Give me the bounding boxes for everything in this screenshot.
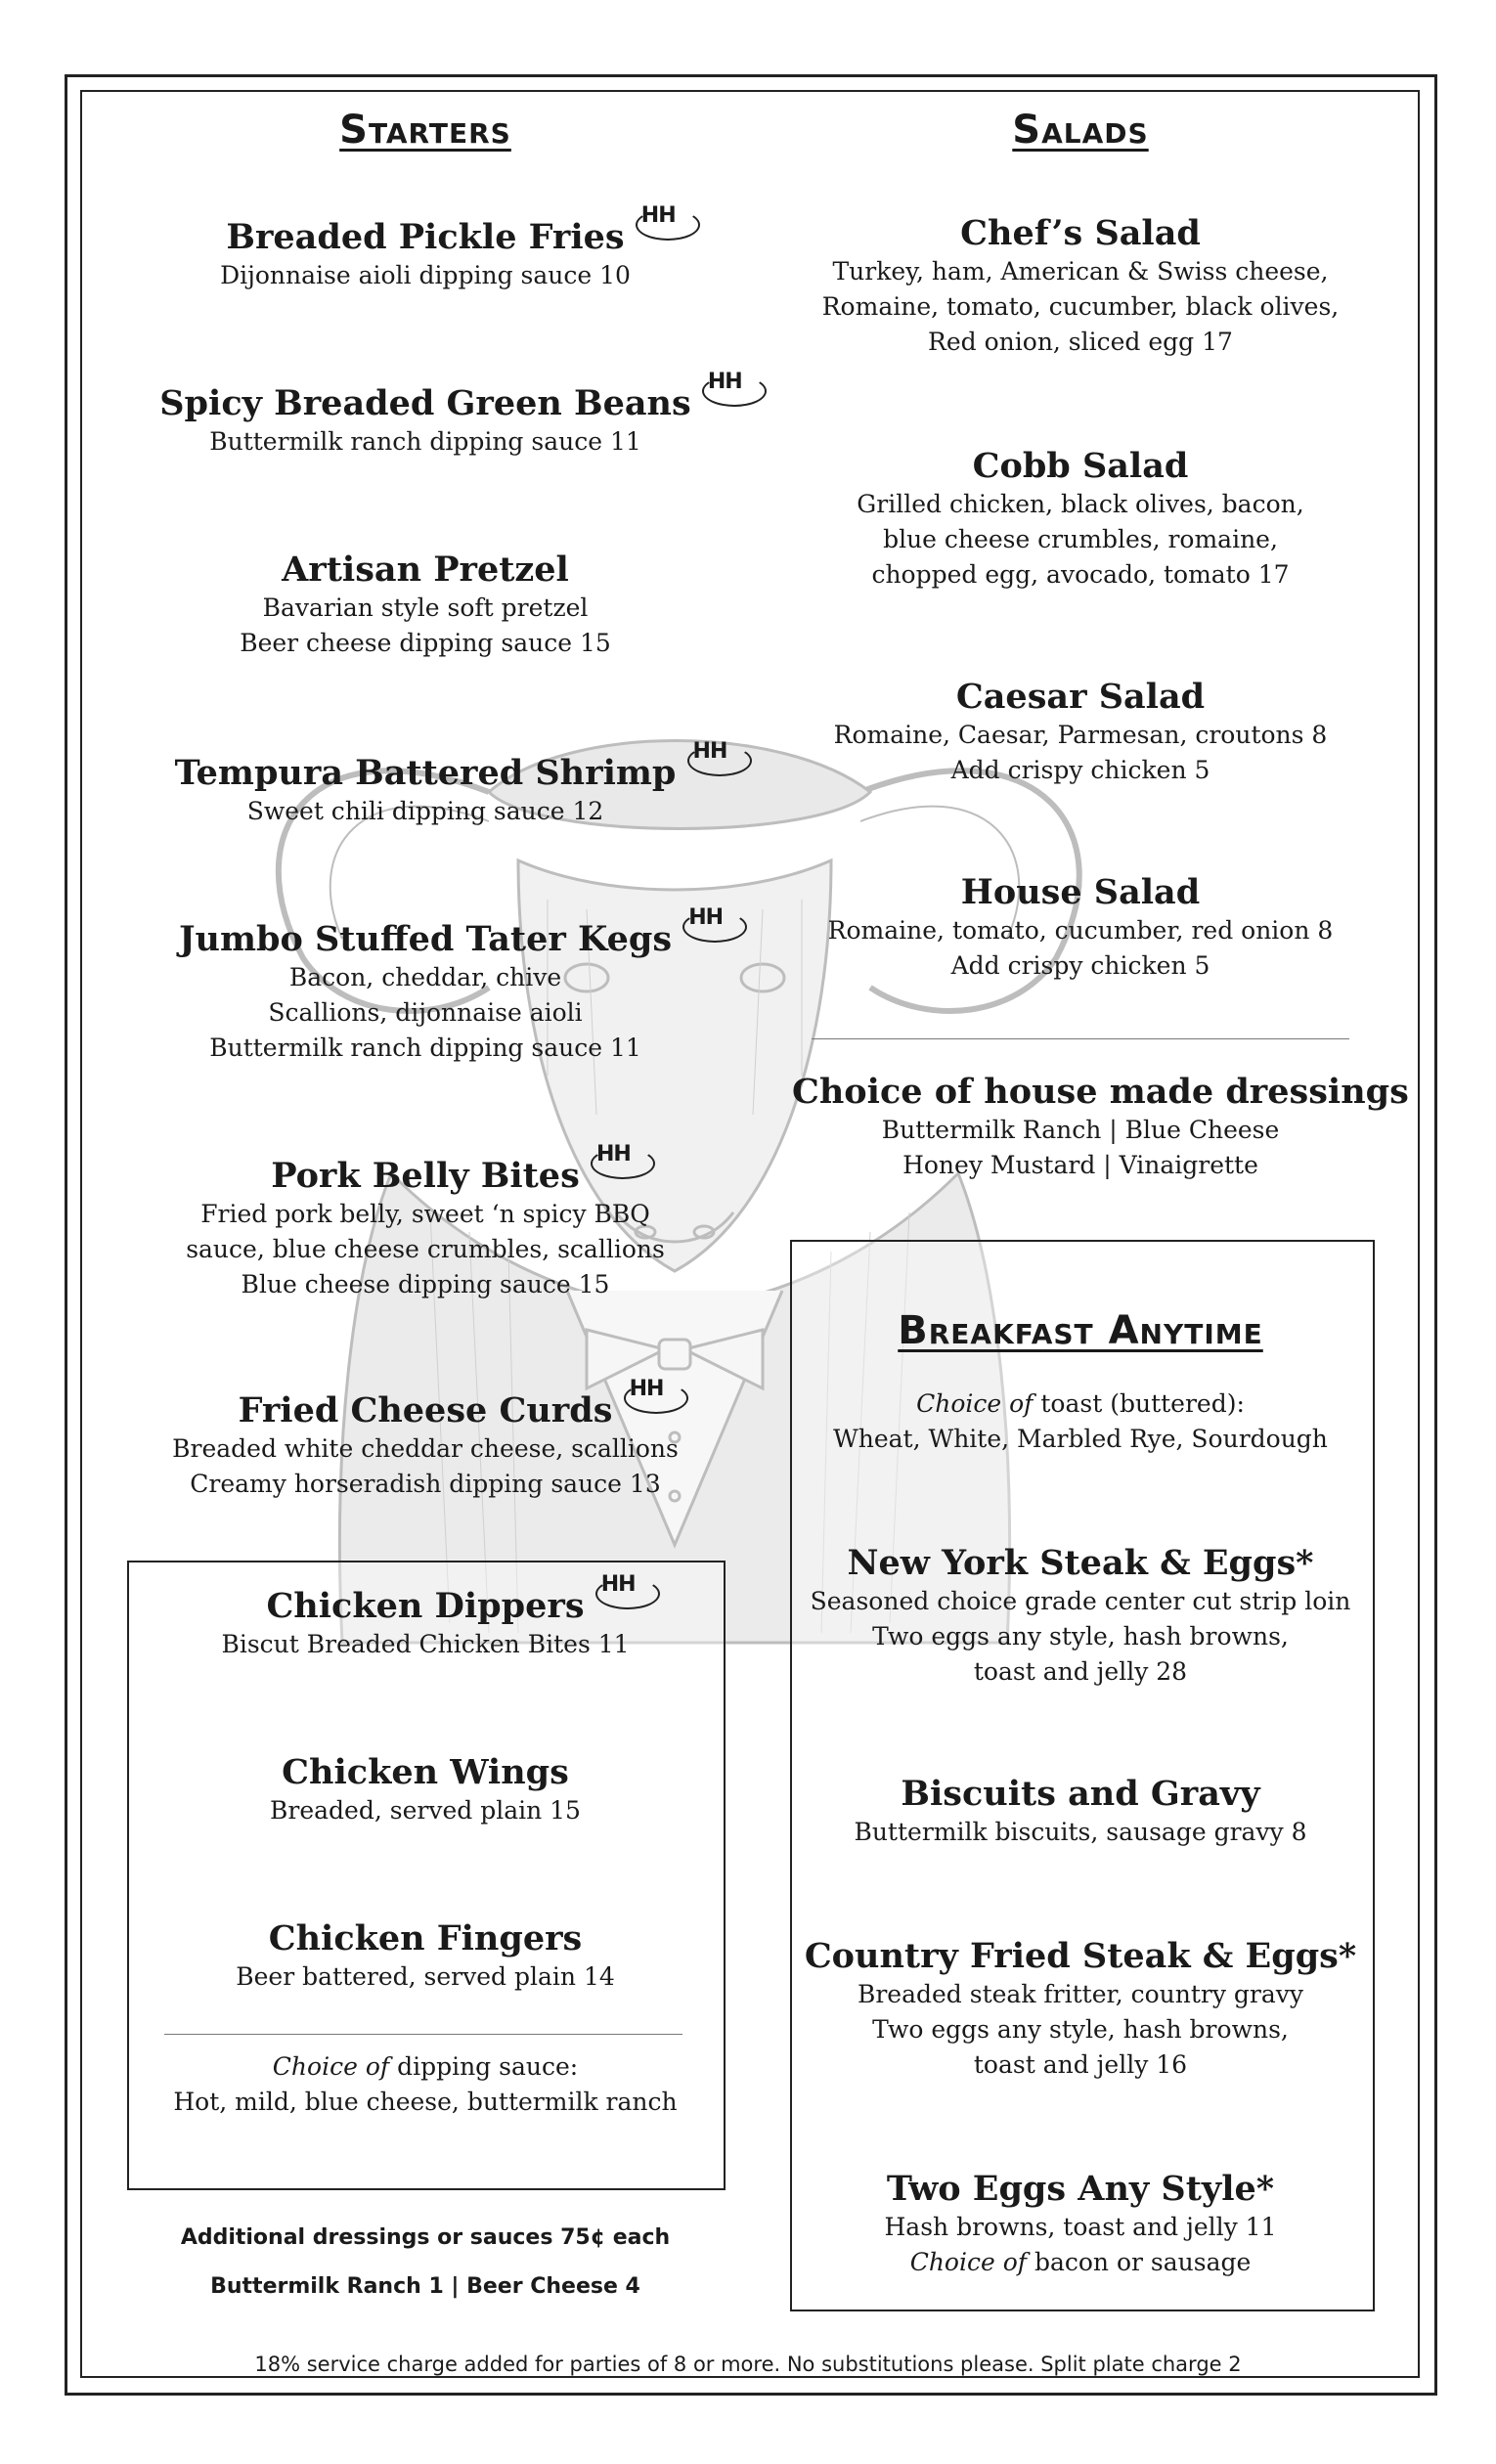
chicken-item (127, 1572, 724, 1662)
breakfast-item-name (901, 1774, 1259, 1815)
starters-item (147, 550, 704, 661)
happy-hour-badge (693, 731, 727, 772)
toast-options: Wheat, White, Marbled Rye, Sourdough (833, 1425, 1328, 1453)
breakfast-item-name-text: Two Eggs Any Style* (886, 2169, 1275, 2209)
starters-item-name (238, 1377, 664, 1431)
chicken-item (127, 1752, 724, 1828)
chicken-item-name (269, 1918, 583, 1959)
starters-item-name (174, 739, 727, 794)
breakfast-item (790, 1774, 1371, 1850)
breakfast-item-desc: toast and jelly 28 (973, 1657, 1188, 1686)
toast-choice-italic: Choice of (916, 1389, 1034, 1418)
salads-item-desc: Romaine, tomato, cucumber, black olives, (821, 292, 1340, 321)
chicken-item-desc: Breaded, served plain 15 (270, 1796, 581, 1825)
chicken-item-name-text: Chicken Wings (282, 1752, 569, 1792)
happy-hour-label: HH (707, 370, 742, 394)
starters-item (147, 203, 704, 293)
breakfast-item-desc: Breaded steak fritter, country gravy (857, 1980, 1304, 2008)
salads-item-name (956, 677, 1205, 718)
happy-hour-oval-icon (702, 375, 767, 407)
starters-item-desc: Bavarian style soft pretzel (262, 594, 589, 622)
breakfast-item-name-text: New York Steak & Eggs* (847, 1543, 1314, 1583)
choice-options: Hot, mild, blue cheese, buttermilk ranch (173, 2088, 678, 2116)
breakfast-item-name-text: Biscuits and Gravy (901, 1774, 1260, 1814)
starters-item-desc: Buttermilk ranch dipping sauce 11 (209, 427, 641, 456)
chicken-item-name-text: Chicken Dippers (266, 1586, 585, 1626)
starters-item (147, 1142, 704, 1302)
starters-item-desc: Scallions, dijonnaise aioli (268, 998, 583, 1027)
starters-item-desc: Breaded white cheddar cheese, scallions (172, 1434, 679, 1463)
happy-hour-badge (641, 196, 676, 237)
starters-item-desc: Buttermilk ranch dipping sauce 11 (209, 1034, 641, 1062)
starters-item-desc: Creamy horseradish dipping sauce 13 (190, 1470, 661, 1498)
starters-item-desc: sauce, blue cheese crumbles, scallions (186, 1235, 665, 1263)
salads-item-name (960, 213, 1201, 254)
breakfast-item-desc: Two eggs any style, hash browns, (872, 1622, 1289, 1650)
happy-hour-oval-icon (636, 209, 700, 241)
starters-item-name-text: Jumbo Stuffed Tater Kegs (178, 919, 673, 959)
happy-hour-oval-icon (682, 911, 747, 943)
starters-item-name-text: Breaded Pickle Fries (226, 217, 625, 257)
chicken-item-name-text: Chicken Fingers (268, 1918, 583, 1958)
salads-item-name-text: Cobb Salad (972, 446, 1189, 486)
happy-hour-badge (630, 1369, 664, 1410)
happy-hour-oval-icon (595, 1578, 660, 1609)
starters-item-desc: Sweet chili dipping sauce 12 (246, 797, 604, 825)
salads-divider (812, 1038, 1349, 1039)
starters-item-name-text: Tempura Battered Shrimp (174, 753, 677, 793)
breakfast-item (790, 1543, 1371, 1690)
breakfast-item-desc: Seasoned choice grade center cut strip loin (810, 1587, 1351, 1615)
happy-hour-label: HH (595, 1142, 631, 1166)
starters-item-name-text: Spicy Breaded Green Beans (159, 383, 691, 423)
starters-item-name (159, 370, 742, 424)
salads-item-desc: Grilled chicken, black olives, bacon, (857, 490, 1304, 518)
happy-hour-label: HH (692, 739, 727, 764)
salads-item (802, 677, 1359, 788)
starters-item (147, 905, 724, 1066)
happy-hour-badge (601, 1564, 636, 1606)
breakfast-item-name-text: Country Fried Steak & Eggs* (804, 1936, 1357, 1976)
breakfast-item (790, 1936, 1371, 2083)
starters-item-name (178, 905, 724, 960)
breakfast-item-name (805, 1936, 1356, 1977)
breakfast-item-desc: toast and jelly 16 (973, 2050, 1188, 2079)
starters-item-desc: Bacon, cheddar, chive (288, 963, 562, 991)
salads-item-desc: blue cheese crumbles, romaine, (883, 525, 1278, 553)
happy-hour-oval-icon (591, 1148, 655, 1179)
starters-item-name (226, 203, 676, 258)
starters-item-name-text: Fried Cheese Curds (238, 1390, 613, 1430)
starters-item (147, 370, 742, 460)
starters-item-name (282, 550, 569, 591)
salads-item-desc: Turkey, ham, American & Swiss cheese, (832, 257, 1329, 286)
breakfast-item-desc: Hash browns, toast and jelly 11 (884, 2213, 1277, 2241)
breakfast-side-choice (790, 2245, 1371, 2280)
happy-hour-oval-icon (624, 1383, 688, 1414)
salads-item-name (973, 446, 1189, 487)
chicken-item-name (266, 1572, 636, 1627)
choice-of-italic: Choice of (272, 2052, 390, 2081)
toast-choice-rest: toast (buttered): (1033, 1389, 1245, 1418)
salads-item-desc: Add crispy chicken 5 (950, 756, 1210, 784)
starters-item-desc: Beer cheese dipping sauce 15 (240, 629, 611, 657)
breakfast-item-desc: Buttermilk biscuits, sausage gravy 8 (854, 1818, 1307, 1846)
salads-item-name-text: House Salad (960, 872, 1201, 912)
salads-item-name-text: Chef’s Salad (960, 213, 1201, 253)
dressings-block (792, 1072, 1409, 1183)
happy-hour-badge (708, 362, 742, 403)
dressings-line-1: Buttermilk Ranch | Blue Cheese (881, 1116, 1280, 1144)
chicken-item-name (282, 1752, 569, 1793)
happy-hour-badge (596, 1134, 631, 1175)
salads-item-desc: Romaine, Caesar, Parmesan, croutons 8 (833, 721, 1328, 749)
happy-hour-label: HH (629, 1377, 664, 1401)
starters-item (147, 739, 727, 829)
salads-item-desc: Red onion, sliced egg 17 (928, 328, 1233, 356)
happy-hour-label: HH (688, 905, 724, 930)
salads-item (802, 872, 1359, 984)
chicken-divider (164, 2034, 682, 2035)
chicken-item (127, 1918, 724, 1995)
happy-hour-badge (688, 898, 723, 939)
starters-item (147, 1377, 704, 1502)
salads-item (802, 213, 1359, 360)
breakfast-item-desc: Two eggs any style, hash browns, (872, 2015, 1289, 2044)
salads-item-desc: Add crispy chicken 5 (950, 951, 1210, 980)
dressings-title: Choice of house made dressings (792, 1072, 1409, 1112)
additional-sauces-line2: Buttermilk Ranch 1 | Beer Cheese 4 (210, 2274, 640, 2299)
additional-sauces-line1: Additional dressings or sauces 75¢ each (180, 2225, 671, 2250)
service-charge-note: 18% service charge added for parties of 8 or more. No substitutions please. Split plate charge 2 (254, 2353, 1242, 2376)
dressings-line-2: Honey Mustard | Vinaigrette (902, 1151, 1258, 1179)
chicken-item-desc: Beer battered, served plain 14 (236, 1962, 615, 1991)
starters-item-name-text: Artisan Pretzel (282, 550, 569, 590)
breakfast-heading: Breakfast Anytime (898, 1308, 1263, 1353)
starters-item-name (271, 1142, 631, 1197)
salads-item-name (961, 872, 1200, 913)
starters-item-desc: Dijonnaise aioli dipping sauce 10 (220, 261, 631, 289)
starters-item-desc: Fried pork belly, sweet ‘n spicy BBQ (200, 1200, 650, 1228)
salads-heading: Salads (1012, 108, 1149, 153)
breakfast-item-name (848, 1543, 1314, 1584)
happy-hour-label: HH (600, 1572, 636, 1597)
breakfast-item-name (887, 2169, 1274, 2210)
salads-item-name-text: Caesar Salad (955, 677, 1206, 717)
toast-choice (790, 1386, 1371, 1457)
salads-item-desc: Romaine, tomato, cucumber, red onion 8 (827, 916, 1334, 945)
happy-hour-oval-icon (687, 745, 752, 776)
starters-item-desc: Blue cheese dipping sauce 15 (241, 1270, 610, 1298)
salads-item (802, 446, 1359, 593)
choice-rest: dipping sauce: (389, 2052, 579, 2081)
chicken-choice-note (127, 2049, 724, 2120)
starters-heading: Starters (339, 108, 511, 153)
breakfast-side-choice-italic: Choice of (909, 2248, 1028, 2276)
breakfast-side-choice-rest: bacon or sausage (1027, 2248, 1252, 2276)
salads-item-desc: chopped egg, avocado, tomato 17 (871, 560, 1290, 589)
breakfast-item (790, 2169, 1371, 2280)
chicken-item-desc: Biscut Breaded Chicken Bites 11 (221, 1630, 630, 1658)
happy-hour-label: HH (640, 203, 676, 228)
starters-item-name-text: Pork Belly Bites (271, 1156, 580, 1196)
